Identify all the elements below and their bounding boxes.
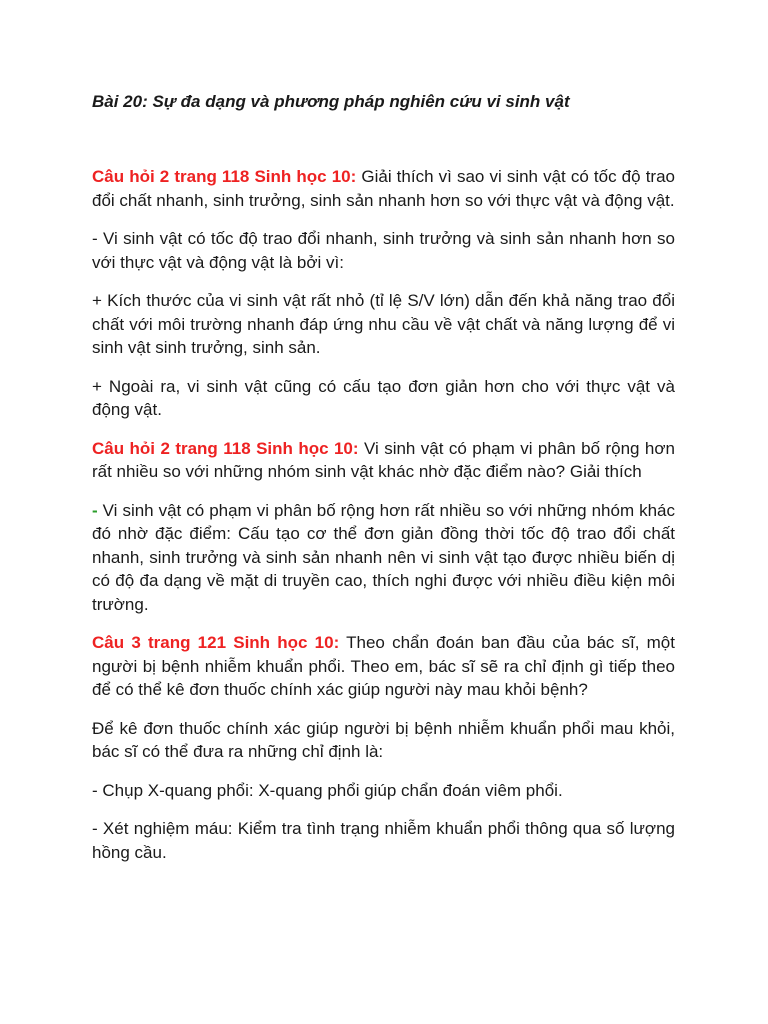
answer-paragraph [92, 499, 675, 617]
question-label: Câu hỏi 2 trang 118 Sinh học 10: [92, 438, 359, 458]
question-text: Theo chẩn đoán ban đầu của bác sĩ, một người bị bệnh nhiễm khuẩn phổi. Theo em, bác sĩ sẽ ra chỉ định gì tiếp theo để có thể kê đơn thuốc chính xác giúp người này mau khỏi bệnh? [92, 633, 675, 699]
question-label: Câu 3 trang 121 Sinh học 10: [92, 633, 340, 652]
question-text: Vi sinh vật có phạm vi phân bố rộng hơn rất nhiều so với những nhóm sinh vật khác nhờ đặc điểm nào? Giải thích [92, 438, 675, 481]
question-paragraph [92, 631, 675, 702]
document-title: Bài 20: Sự đa dạng và phương pháp nghiên cứu vi sinh vật [92, 92, 570, 111]
answer-paragraph: + Kích thước của vi sinh vật rất nhỏ (tỉ lệ S/V lớn) dẫn đến khả năng trao đổi chất với môi trường nhanh đáp ứng nhu cầu về vật chất và năng lượng để vi sinh vật sinh trưởng, sinh sản. [92, 291, 675, 357]
question-label: Câu hỏi 2 trang 118 Sinh học 10: [92, 167, 357, 186]
answer-dash: - [92, 500, 98, 520]
answer-paragraph: Để kê đơn thuốc chính xác giúp người bị bệnh nhiễm khuẩn phổi mau khỏi, bác sĩ có thể đưa ra những chỉ định là: [92, 718, 675, 761]
document-page [92, 90, 675, 879]
answer-paragraph: - Xét nghiệm máu: Kiểm tra tình trạng nhiễm khuẩn phổi thông qua số lượng hồng cầu. [92, 819, 675, 862]
answer-paragraph: - Vi sinh vật có tốc độ trao đổi nhanh, sinh trưởng và sinh sản nhanh hơn so với thực vật và động vật là bởi vì: [92, 229, 675, 272]
question-text: Giải thích vì sao vi sinh vật có tốc độ trao đổi chất nhanh, sinh trưởng, sinh sản nhanh hơn so với thực vật và động vật. [92, 167, 675, 210]
answer-paragraph: - Chụp X-quang phổi: X-quang phổi giúp chẩn đoán viêm phổi. [92, 780, 563, 800]
question-paragraph [92, 437, 675, 484]
answer-paragraph: + Ngoài ra, vi sinh vật cũng có cấu tạo đơn giản hơn cho với thực vật và động vật. [92, 376, 675, 419]
answer-text: Vi sinh vật có phạm vi phân bố rộng hơn rất nhiều so với những nhóm khác đó nhờ đặc điểm: Cấu tạo cơ thể đơn giản đồng thời tốc độ trao đổi chất nhanh, sinh trưởng và sinh sản nhanh nên vi sinh vật tạo được nhiều biến dị có độ đa dạng về mặt di truyền cao, thích nghi được với nhiều điều kiện môi trường. [92, 500, 675, 614]
question-paragraph [92, 165, 675, 212]
